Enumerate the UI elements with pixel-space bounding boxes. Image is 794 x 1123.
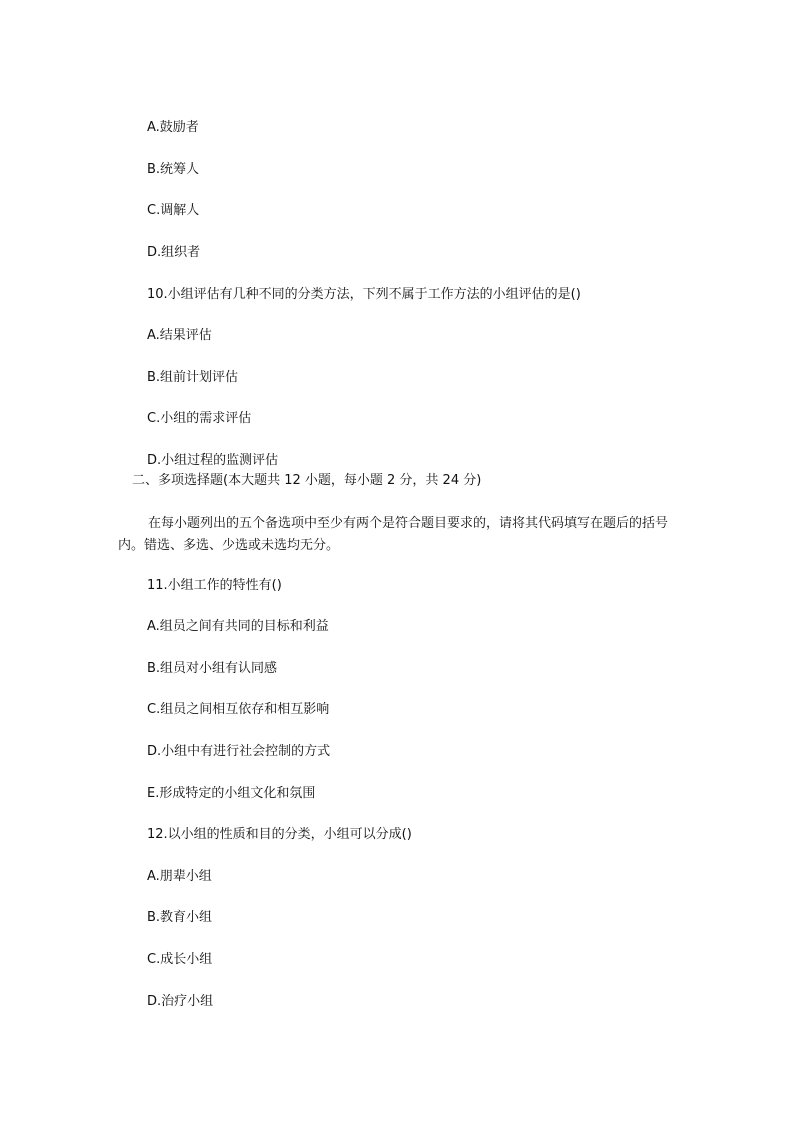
q12-question: 12.以小组的性质和目的分类，小组可以分成() xyxy=(147,827,412,842)
q9-option-a: A.鼓励者 xyxy=(147,120,199,135)
q12-option-d: D.治疗小组 xyxy=(147,994,214,1009)
section-instructions: 在每小题列出的五个备选项中至少有两个是符合题目要求的，请将其代码填写在题后的括号内。错选、多选、少选或未选均无分。 xyxy=(118,516,669,553)
q11-option-e: E.形成特定的小组文化和氛围 xyxy=(147,786,316,801)
q9-option-d: D.组织者 xyxy=(147,245,201,260)
q12-option-c: C.成长小组 xyxy=(147,952,213,967)
q11-option-c: C.组员之间相互依存和相互影响 xyxy=(147,702,330,717)
q11-option-b: B.组员对小组有认同感 xyxy=(147,661,278,676)
q11-option-a: A.组员之间有共同的目标和利益 xyxy=(147,619,329,634)
q10-question: 10.小组评估有几种不同的分类方法，下列不属于工作方法的小组评估的是() xyxy=(147,287,581,302)
q10-option-b: B.组前计划评估 xyxy=(147,370,239,385)
q9-option-c: C.调解人 xyxy=(147,203,200,218)
q11-question: 11.小组工作的特性有() xyxy=(147,578,282,593)
section-heading: 二、多项选择题(本大题共 12 小题，每小题 2 分，共 24 分) xyxy=(132,473,482,488)
q12-option-a: A.朋辈小组 xyxy=(147,869,212,884)
q9-option-b: B.统筹人 xyxy=(147,162,200,177)
q10-option-c: C.小组的需求评估 xyxy=(147,411,252,426)
q10-option-a: A.结果评估 xyxy=(147,328,212,343)
q11-option-d: D.小组中有进行社会控制的方式 xyxy=(147,744,331,759)
q10-option-d: D.小组过程的监测评估 xyxy=(147,453,279,468)
q12-option-b: B.教育小组 xyxy=(147,910,213,925)
